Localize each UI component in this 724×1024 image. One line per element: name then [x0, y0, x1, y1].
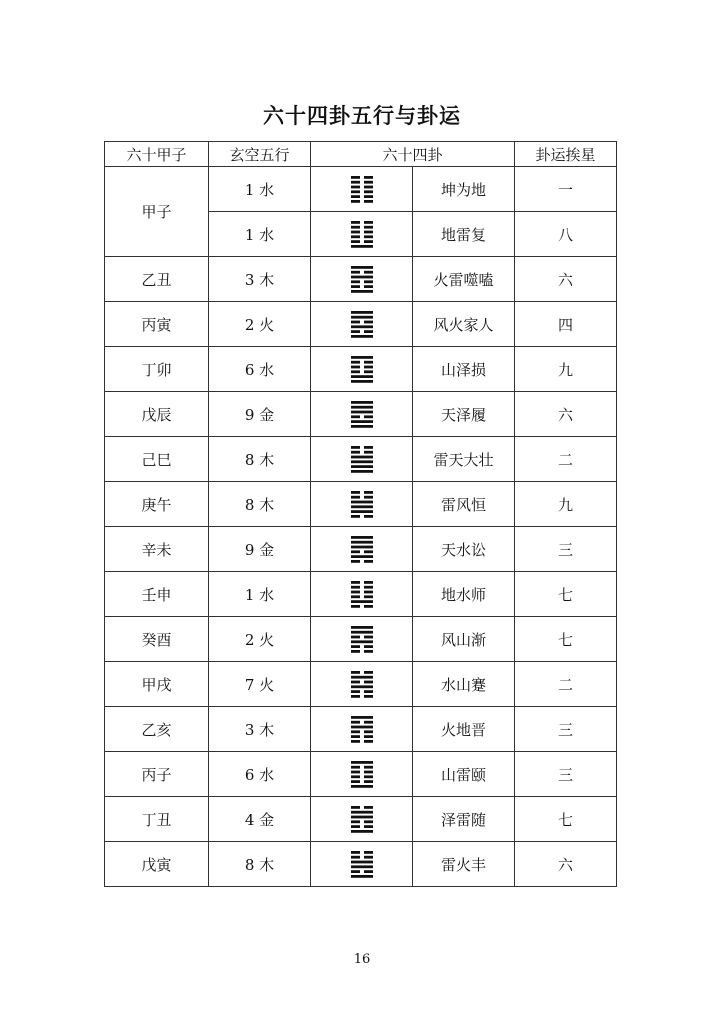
hexagram-cell [311, 167, 413, 212]
xuankong-cell: 9 金 [209, 527, 311, 572]
yang-line [351, 830, 373, 833]
jiazi-cell: 乙亥 [105, 707, 209, 752]
table-row [105, 527, 617, 572]
yin-line [351, 636, 360, 639]
yin-line [351, 870, 360, 873]
yin-line [351, 605, 360, 608]
yang-line [351, 356, 373, 359]
yin-line [364, 190, 373, 193]
yin-line [351, 695, 360, 698]
yin-line [351, 690, 360, 693]
yang-line [351, 335, 373, 338]
gua-name-cell: 水山蹇 [413, 662, 515, 707]
hexagram-table [104, 141, 617, 887]
yin-line [364, 221, 373, 224]
yin-line [351, 226, 360, 229]
hexagram-cell [311, 572, 413, 617]
yunxing-cell: 六 [515, 842, 617, 887]
yang-line [351, 676, 373, 679]
yin-line [364, 681, 373, 684]
header-yunxing: 卦运挨星 [515, 142, 617, 167]
yang-line [351, 785, 373, 788]
yin-line [351, 645, 360, 648]
table-row [105, 437, 617, 482]
jiazi-cell: 己巳 [105, 437, 209, 482]
yin-line [351, 330, 360, 333]
yin-line [364, 581, 373, 584]
xuankong-cell: 3 木 [209, 707, 311, 752]
gua-name-cell: 泽雷随 [413, 797, 515, 842]
hexagram-icon [351, 400, 373, 428]
xuankong-cell: 7 火 [209, 662, 311, 707]
yang-line [351, 411, 373, 414]
yang-line [351, 505, 373, 508]
gua-name-cell: 地水师 [413, 572, 515, 617]
xuankong-cell: 9 金 [209, 392, 311, 437]
yin-line [351, 195, 360, 198]
yin-line [351, 361, 360, 364]
yin-line [364, 415, 373, 418]
yin-line [364, 361, 373, 364]
yin-line [364, 186, 373, 189]
yin-line [364, 515, 373, 518]
yin-line [364, 181, 373, 184]
gua-name-cell: 天泽履 [413, 392, 515, 437]
yang-line [351, 541, 373, 544]
gua-name-cell: 火雷噬嗑 [413, 257, 515, 302]
yang-line [351, 861, 373, 864]
header-jiazi: 六十甲子 [105, 142, 209, 167]
yunxing-cell: 七 [515, 572, 617, 617]
yunxing-cell: 二 [515, 437, 617, 482]
table-row [105, 617, 617, 662]
yin-line [351, 221, 360, 224]
yin-line [364, 671, 373, 674]
jiazi-cell: 癸酉 [105, 617, 209, 662]
yin-line [351, 321, 360, 324]
hexagram-icon [351, 175, 373, 203]
yin-line [364, 366, 373, 369]
yin-line [364, 605, 373, 608]
yin-line [364, 650, 373, 653]
xuankong-cell: 6 水 [209, 347, 311, 392]
hexagram-cell [311, 797, 413, 842]
table-body [105, 167, 617, 887]
jiazi-cell: 戊寅 [105, 842, 209, 887]
yunxing-cell: 七 [515, 617, 617, 662]
gua-name-cell: 山雷颐 [413, 752, 515, 797]
yang-line [351, 401, 373, 404]
yang-line [351, 316, 373, 319]
jiazi-cell: 庚午 [105, 482, 209, 527]
yin-line [351, 491, 360, 494]
yin-line [364, 735, 373, 738]
hexagram-icon [351, 310, 373, 338]
table-row [105, 257, 617, 302]
yin-line [351, 856, 360, 859]
yin-line [364, 820, 373, 823]
yin-line [364, 775, 373, 778]
jiazi-cell: 丁卯 [105, 347, 209, 392]
table-row [105, 302, 617, 347]
yin-line [364, 560, 373, 563]
yin-line [364, 690, 373, 693]
yin-line [364, 226, 373, 229]
yang-line [351, 726, 373, 729]
gua-name-cell: 风火家人 [413, 302, 515, 347]
xuankong-cell: 8 木 [209, 437, 311, 482]
hexagram-cell [311, 842, 413, 887]
yin-line [351, 780, 360, 783]
hexagram-cell [311, 302, 413, 347]
yin-line [364, 240, 373, 243]
yunxing-cell: 三 [515, 527, 617, 572]
jiazi-cell: 壬申 [105, 572, 209, 617]
yin-line [351, 721, 360, 724]
gua-name-cell: 坤为地 [413, 167, 515, 212]
hexagram-cell [311, 347, 413, 392]
yunxing-cell: 三 [515, 707, 617, 752]
xuankong-cell: 8 木 [209, 842, 311, 887]
yang-line [351, 245, 373, 248]
hexagram-cell [311, 527, 413, 572]
yin-line [364, 695, 373, 698]
yin-line [351, 681, 360, 684]
yin-line [364, 491, 373, 494]
yin-line [364, 721, 373, 724]
hexagram-icon [351, 670, 373, 698]
yang-line [351, 626, 373, 629]
yin-line [351, 671, 360, 674]
yunxing-cell: 九 [515, 347, 617, 392]
yin-line [351, 766, 360, 769]
yang-line [351, 276, 373, 279]
hexagram-icon [351, 535, 373, 563]
table-row [105, 797, 617, 842]
header-xuankong: 玄空五行 [209, 142, 311, 167]
yin-line [364, 200, 373, 203]
yin-line [351, 176, 360, 179]
jiazi-cell: 丙子 [105, 752, 209, 797]
yin-line [364, 550, 373, 553]
gua-name-cell: 雷火丰 [413, 842, 515, 887]
table-row [105, 662, 617, 707]
yang-line [351, 811, 373, 814]
hexagram-icon [351, 445, 373, 473]
yin-line [351, 190, 360, 193]
jiazi-cell: 戊辰 [105, 392, 209, 437]
yin-line [364, 591, 373, 594]
yin-line [364, 766, 373, 769]
yin-line [351, 775, 360, 778]
yin-line [351, 451, 360, 454]
yin-line [351, 181, 360, 184]
gua-name-cell: 雷天大壮 [413, 437, 515, 482]
yin-line [351, 285, 360, 288]
yunxing-cell: 二 [515, 662, 617, 707]
xuankong-cell: 6 水 [209, 752, 311, 797]
xuankong-cell: 8 木 [209, 482, 311, 527]
gua-name-cell: 山泽损 [413, 347, 515, 392]
yang-line [351, 546, 373, 549]
yin-line [351, 851, 360, 854]
hexagram-icon [351, 490, 373, 518]
yang-line [351, 266, 373, 269]
yang-line [351, 290, 373, 293]
yin-line [364, 446, 373, 449]
yang-line [351, 816, 373, 819]
hexagram-cell [311, 482, 413, 527]
yin-line [351, 271, 360, 274]
hexagram-cell [311, 257, 413, 302]
table-row [105, 482, 617, 527]
hexagram-cell [311, 617, 413, 662]
gua-name-cell: 天水讼 [413, 527, 515, 572]
hexagram-icon [351, 580, 373, 608]
hexagram-icon [351, 760, 373, 788]
yin-line [364, 645, 373, 648]
gua-name-cell: 火地晋 [413, 707, 515, 752]
yin-line [364, 176, 373, 179]
yin-line [351, 200, 360, 203]
xuankong-cell: 1 水 [209, 212, 311, 257]
hexagram-icon [351, 850, 373, 878]
gua-name-cell: 雷风恒 [413, 482, 515, 527]
xuankong-cell: 3 木 [209, 257, 311, 302]
jiazi-cell: 丙寅 [105, 302, 209, 347]
table-row [105, 347, 617, 392]
yin-line [351, 370, 360, 373]
jiazi-cell: 甲戌 [105, 662, 209, 707]
yin-line [364, 771, 373, 774]
yin-line [351, 446, 360, 449]
yang-line [351, 470, 373, 473]
yin-line [364, 636, 373, 639]
yang-line [351, 536, 373, 539]
yin-line [364, 321, 373, 324]
page-number: 16 [353, 952, 371, 967]
yang-line [351, 631, 373, 634]
yin-line [364, 595, 373, 598]
hexagram-cell [311, 662, 413, 707]
yang-line [351, 865, 373, 868]
yang-line [351, 716, 373, 719]
yin-line [364, 730, 373, 733]
yang-line [351, 456, 373, 459]
yin-line [351, 496, 360, 499]
yang-line [351, 460, 373, 463]
yunxing-cell: 四 [515, 302, 617, 347]
table-header-row [105, 142, 617, 167]
yunxing-cell: 六 [515, 257, 617, 302]
xuankong-cell: 1 水 [209, 167, 311, 212]
yin-line [364, 856, 373, 859]
hexagram-cell [311, 437, 413, 482]
yin-line [351, 186, 360, 189]
yang-line [351, 685, 373, 688]
hexagram-icon [351, 220, 373, 248]
yang-line [351, 311, 373, 314]
yin-line [364, 271, 373, 274]
yunxing-cell: 一 [515, 167, 617, 212]
yin-line [351, 740, 360, 743]
table-row [105, 392, 617, 437]
yang-line [351, 600, 373, 603]
yin-line [351, 595, 360, 598]
hexagram-icon [351, 715, 373, 743]
yin-line [351, 730, 360, 733]
table-row [105, 167, 617, 212]
xuankong-cell: 2 火 [209, 617, 311, 662]
hexagram-cell [311, 707, 413, 752]
yin-line [351, 650, 360, 653]
yang-line [351, 380, 373, 383]
yin-line [364, 740, 373, 743]
yang-line [351, 420, 373, 423]
hexagram-icon [351, 265, 373, 293]
yin-line [351, 581, 360, 584]
jiazi-cell: 乙丑 [105, 257, 209, 302]
table-row [105, 707, 617, 752]
yin-line [364, 451, 373, 454]
yin-line [351, 591, 360, 594]
hexagram-cell [311, 212, 413, 257]
yang-line [351, 325, 373, 328]
xuankong-cell: 2 火 [209, 302, 311, 347]
yang-line [351, 375, 373, 378]
yin-line [364, 235, 373, 238]
yang-line [351, 510, 373, 513]
xuankong-cell: 4 金 [209, 797, 311, 842]
hexagram-icon [351, 355, 373, 383]
yin-line [364, 586, 373, 589]
table-row [105, 752, 617, 797]
yin-line [351, 366, 360, 369]
table-row [105, 842, 617, 887]
yin-line [364, 195, 373, 198]
yin-line [351, 280, 360, 283]
hexagram-icon [351, 805, 373, 833]
yin-line [351, 235, 360, 238]
page-title: 六十四卦五行与卦运 [263, 104, 461, 128]
yin-line [364, 851, 373, 854]
hexagram-icon [351, 625, 373, 653]
yunxing-cell: 八 [515, 212, 617, 257]
yunxing-cell: 三 [515, 752, 617, 797]
yang-line [351, 875, 373, 878]
yin-line [364, 370, 373, 373]
yin-line [351, 415, 360, 418]
yin-line [364, 280, 373, 283]
hexagram-cell [311, 752, 413, 797]
yang-line [351, 501, 373, 504]
yin-line [364, 496, 373, 499]
yin-line [351, 820, 360, 823]
xuankong-cell: 1 水 [209, 572, 311, 617]
yang-line [351, 555, 373, 558]
jiazi-cell: 辛未 [105, 527, 209, 572]
yin-line [351, 735, 360, 738]
yin-line [364, 285, 373, 288]
yin-line [351, 515, 360, 518]
header-gua: 六十四卦 [311, 142, 515, 167]
yin-line [351, 550, 360, 553]
yang-line [351, 640, 373, 643]
hexagram-cell [311, 392, 413, 437]
yin-line [364, 870, 373, 873]
jiazi-cell: 甲子 [105, 167, 209, 257]
gua-name-cell: 风山渐 [413, 617, 515, 662]
yang-line [351, 465, 373, 468]
yunxing-cell: 七 [515, 797, 617, 842]
yang-line [351, 425, 373, 428]
yin-line [351, 586, 360, 589]
yin-line [351, 560, 360, 563]
yin-line [364, 780, 373, 783]
yin-line [351, 806, 360, 809]
yin-line [364, 806, 373, 809]
gua-name-cell: 地雷复 [413, 212, 515, 257]
yin-line [364, 330, 373, 333]
yin-line [351, 240, 360, 243]
yin-line [351, 231, 360, 234]
yunxing-cell: 九 [515, 482, 617, 527]
yang-line [351, 406, 373, 409]
yin-line [364, 825, 373, 828]
yin-line [351, 771, 360, 774]
table-row [105, 572, 617, 617]
yin-line [364, 231, 373, 234]
yunxing-cell: 六 [515, 392, 617, 437]
yin-line [351, 825, 360, 828]
yang-line [351, 761, 373, 764]
jiazi-cell: 丁丑 [105, 797, 209, 842]
